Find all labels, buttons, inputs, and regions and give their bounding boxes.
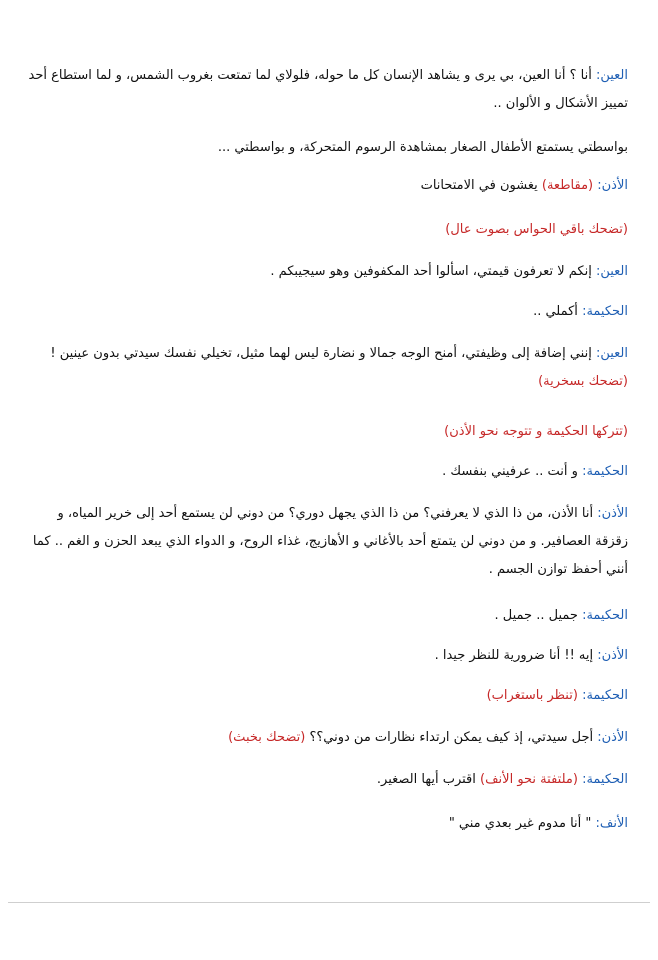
dialogue-line [30, 134, 628, 162]
speaker-label: الأذن: [597, 730, 628, 745]
speaker-label: الأنف: [595, 816, 628, 831]
dialogue-line [30, 642, 628, 670]
stage-direction: (تتركها الحكيمة و تتوجه نحو الأذن) [444, 424, 628, 439]
speaker-label: الأذن: [597, 506, 628, 521]
dialogue-text: إيه !! أنا ضرورية للنظر جيدا . [434, 648, 594, 663]
dialogue-line [28, 62, 628, 118]
dialogue-text: إنكم لا تعرفون قيمتي، اسألوا أحد المكفوفين وهو سيجيبكم . [270, 264, 592, 279]
dialogue-line [30, 258, 628, 286]
dialogue-line [30, 766, 628, 794]
dialogue-text: أنا الأذن، من ذا الذي لا يعرفني؟ من ذا الذي يجهل دوري؟ من دوني لن يستمع أحد إلى خرير المياه، و زقزقة العصافير. و من دوني لن يتمتع أحد بالأغاني و الأهازيج، غذاء الروح، و الدواء الذي يبعد الحزن و الغم .. كما أنني أحفظ توازن الجسم . [32, 506, 628, 577]
stage-direction-line [30, 216, 628, 244]
dialogue-text: جميل .. جميل . [494, 608, 578, 623]
dialogue-line [28, 340, 628, 396]
speaker-label: الحكيمة: [582, 304, 628, 319]
stage-direction: (ملتفتة نحو الأنف) [480, 772, 578, 787]
speaker-label: الحكيمة: [582, 772, 628, 787]
dialogue-text: بواسطتي يستمتع الأطفال الصغار بمشاهدة الرسوم المتحركة، و بواسطتي ... [217, 140, 628, 155]
speaker-label: العين: [595, 346, 628, 361]
dialogue-line [30, 682, 628, 710]
stage-direction: (تضحك بسخرية) [538, 374, 628, 389]
dialogue-line [30, 298, 628, 326]
dialogue-text: إنني إضافة إلى وظيفتي، أمنح الوجه جمالا و نضارة ليس لهما مثيل، تخيلي نفسك سيدتي بدون عينين ! [50, 346, 592, 361]
stage-direction: (تضحك بخبث) [228, 730, 306, 745]
speaker-label: الأذن: [597, 178, 628, 193]
dialogue-line [30, 724, 628, 752]
dialogue-text: أنا ؟ أنا العين، بي يرى و يشاهد الإنسان كل ما حوله، فلولاي لما تمتعت بغروب الشمس، و لما استطاع أحد تمييز الأشكال و الألوان .. [28, 68, 628, 111]
dialogue-text: و أنت .. عرفيني بنفسك . [442, 464, 578, 479]
dialogue-line [30, 810, 628, 838]
dialogue-text: يغشون في الامتحانات [420, 178, 538, 193]
dialogue-line [30, 602, 628, 630]
stage-direction-line [30, 418, 628, 446]
stage-direction: (مقاطعة) [541, 178, 594, 193]
speaker-label: الحكيمة: [582, 688, 628, 703]
speaker-label: الأذن: [597, 648, 628, 663]
stage-direction: (تضحك باقي الحواس بصوت عال) [445, 222, 628, 237]
speaker-label: العين: [595, 264, 628, 279]
dialogue-line [30, 172, 628, 200]
dialogue-text: اقترب أيها الصغير. [376, 772, 476, 787]
stage-direction: (تنظر باستغراب) [486, 688, 578, 703]
dialogue-text: " أنا مدوم غير بعدي مني " [448, 816, 592, 831]
speaker-label: العين: [595, 68, 628, 83]
dialogue-line [30, 458, 628, 486]
dialogue-text: أجل سيدتي، إذ كيف يمكن ارتداء نظارات من دوني؟؟ [309, 730, 594, 745]
speaker-label: الحكيمة: [582, 608, 628, 623]
dialogue-text: أكملي .. [533, 304, 578, 319]
page-divider [8, 902, 650, 903]
dialogue-line [28, 500, 628, 584]
speaker-label: الحكيمة: [582, 464, 628, 479]
